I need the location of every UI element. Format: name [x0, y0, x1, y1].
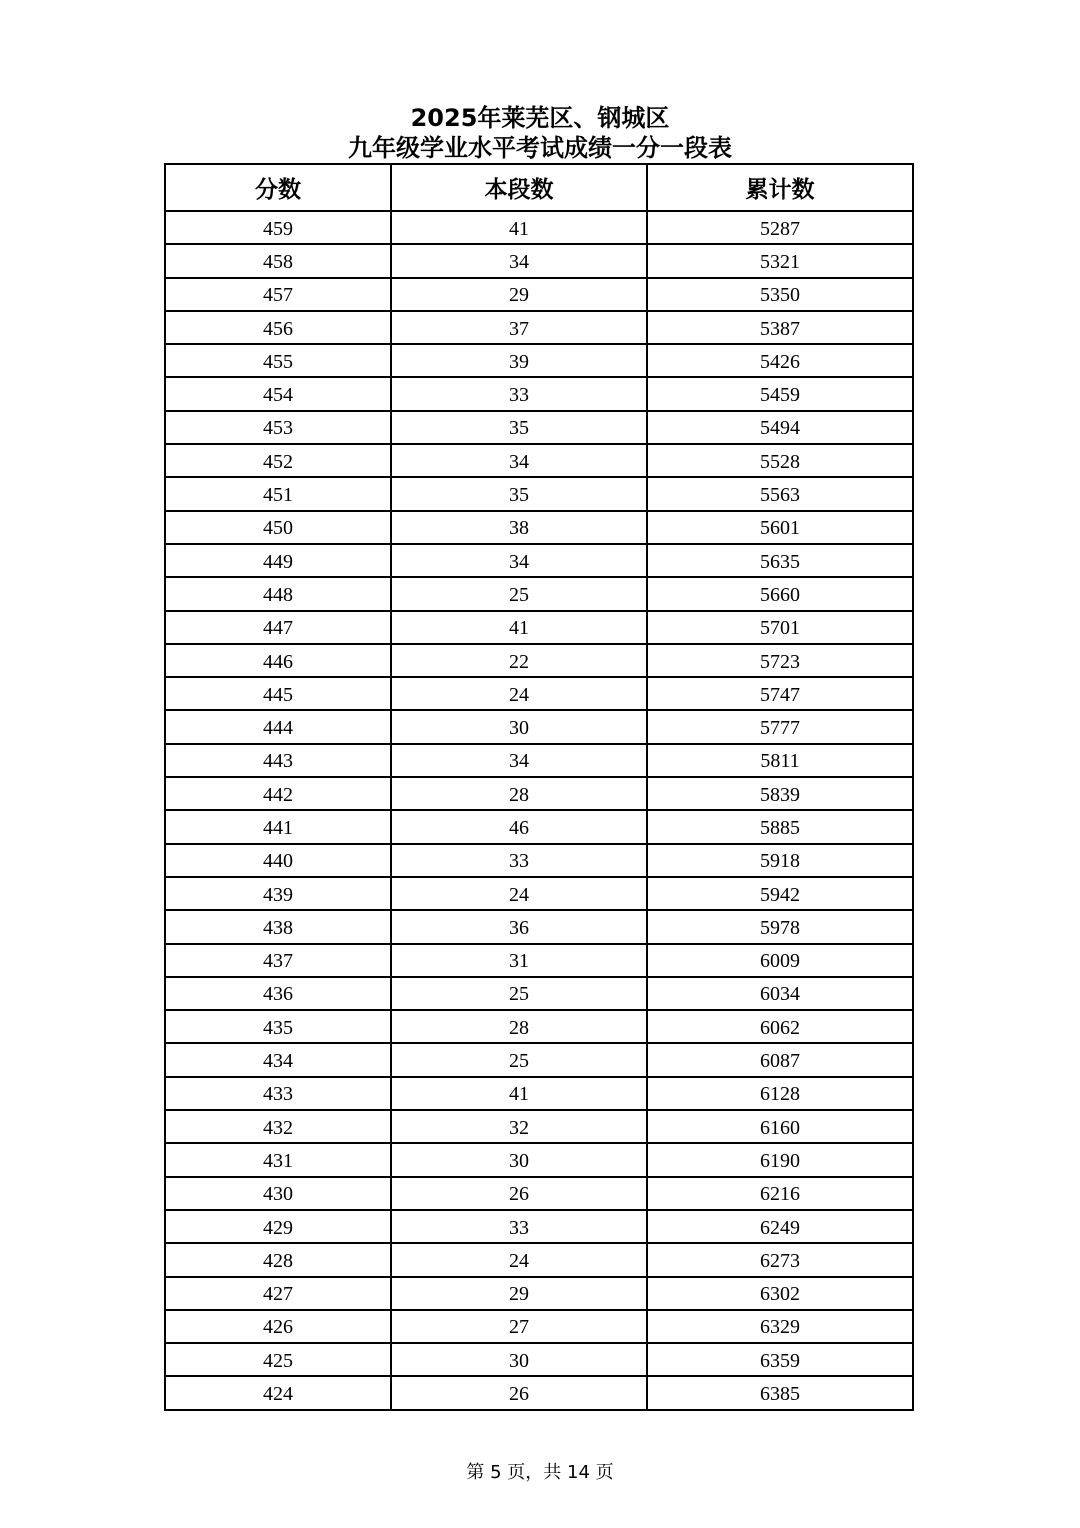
- cell-cumulative-count: 6128: [647, 1077, 913, 1110]
- table-row: [165, 944, 913, 977]
- cell-segment-count: 34: [391, 444, 647, 477]
- cell-cumulative-count: 5459: [647, 377, 913, 410]
- cell-segment-count: 32: [391, 1110, 647, 1143]
- table-row: [165, 377, 913, 410]
- table-row: [165, 344, 913, 377]
- cell-score: 454: [165, 377, 391, 410]
- cell-cumulative-count: 6034: [647, 977, 913, 1010]
- cell-cumulative-count: 5350: [647, 278, 913, 311]
- table-header-row: [165, 164, 913, 211]
- cell-segment-count: 46: [391, 810, 647, 843]
- column-header-score: 分数: [165, 164, 391, 211]
- cell-segment-count: 30: [391, 1343, 647, 1376]
- table-row: [165, 1210, 913, 1243]
- cell-segment-count: 34: [391, 244, 647, 277]
- score-distribution-table: [164, 163, 914, 1411]
- cell-segment-count: 29: [391, 1277, 647, 1310]
- cell-cumulative-count: 5723: [647, 644, 913, 677]
- cell-cumulative-count: 6249: [647, 1210, 913, 1243]
- cell-segment-count: 39: [391, 344, 647, 377]
- cell-segment-count: 34: [391, 544, 647, 577]
- cell-segment-count: 41: [391, 611, 647, 644]
- table-row: [165, 477, 913, 510]
- cell-cumulative-count: 6062: [647, 1010, 913, 1043]
- table-body: [165, 211, 913, 1410]
- table-row: [165, 1177, 913, 1210]
- table-row: [165, 577, 913, 610]
- cell-score: 452: [165, 444, 391, 477]
- cell-cumulative-count: 5811: [647, 744, 913, 777]
- cell-segment-count: 35: [391, 477, 647, 510]
- cell-cumulative-count: 6160: [647, 1110, 913, 1143]
- cell-segment-count: 27: [391, 1310, 647, 1343]
- cell-cumulative-count: 5701: [647, 611, 913, 644]
- table-row: [165, 1010, 913, 1043]
- cell-segment-count: 25: [391, 577, 647, 610]
- cell-cumulative-count: 6190: [647, 1143, 913, 1176]
- table-row: [165, 1343, 913, 1376]
- cell-cumulative-count: 5839: [647, 777, 913, 810]
- cell-cumulative-count: 6385: [647, 1376, 913, 1409]
- cell-score: 456: [165, 311, 391, 344]
- table-row: [165, 211, 913, 244]
- table-row: [165, 1277, 913, 1310]
- table-row: [165, 1143, 913, 1176]
- cell-segment-count: 22: [391, 644, 647, 677]
- cell-score: 444: [165, 710, 391, 743]
- cell-cumulative-count: 5978: [647, 910, 913, 943]
- cell-cumulative-count: 5601: [647, 511, 913, 544]
- cell-segment-count: 29: [391, 278, 647, 311]
- table-row: [165, 411, 913, 444]
- cell-score: 431: [165, 1143, 391, 1176]
- cell-cumulative-count: 5563: [647, 477, 913, 510]
- document-title-line-2: 九年级学业水平考试成绩一分一段表: [348, 134, 732, 162]
- cell-cumulative-count: 5885: [647, 810, 913, 843]
- cell-score: 457: [165, 278, 391, 311]
- cell-segment-count: 38: [391, 511, 647, 544]
- cell-score: 432: [165, 1110, 391, 1143]
- table-row: [165, 1376, 913, 1409]
- cell-cumulative-count: 5942: [647, 877, 913, 910]
- table-row: [165, 810, 913, 843]
- cell-cumulative-count: 5287: [647, 211, 913, 244]
- cell-score: 428: [165, 1243, 391, 1276]
- cell-cumulative-count: 5528: [647, 444, 913, 477]
- cell-score: 439: [165, 877, 391, 910]
- cell-cumulative-count: 6359: [647, 1343, 913, 1376]
- cell-cumulative-count: 6087: [647, 1043, 913, 1076]
- cell-score: 448: [165, 577, 391, 610]
- cell-segment-count: 24: [391, 877, 647, 910]
- cell-segment-count: 31: [391, 944, 647, 977]
- table-row: [165, 278, 913, 311]
- cell-score: 424: [165, 1376, 391, 1409]
- cell-score: 459: [165, 211, 391, 244]
- cell-segment-count: 33: [391, 1210, 647, 1243]
- cell-score: 441: [165, 810, 391, 843]
- table-row: [165, 910, 913, 943]
- table-row: [165, 1243, 913, 1276]
- cell-cumulative-count: 5660: [647, 577, 913, 610]
- table-row: [165, 744, 913, 777]
- cell-segment-count: 26: [391, 1177, 647, 1210]
- cell-score: 447: [165, 611, 391, 644]
- cell-segment-count: 41: [391, 211, 647, 244]
- cell-segment-count: 30: [391, 710, 647, 743]
- cell-score: 434: [165, 1043, 391, 1076]
- table-row: [165, 311, 913, 344]
- cell-segment-count: 36: [391, 910, 647, 943]
- cell-cumulative-count: 5321: [647, 244, 913, 277]
- page-number: 第 5 页，共 14 页: [466, 1462, 614, 1483]
- cell-score: 450: [165, 511, 391, 544]
- cell-score: 425: [165, 1343, 391, 1376]
- table-row: [165, 844, 913, 877]
- cell-cumulative-count: 5387: [647, 311, 913, 344]
- cell-segment-count: 28: [391, 1010, 647, 1043]
- cell-segment-count: 25: [391, 1043, 647, 1076]
- cell-score: 453: [165, 411, 391, 444]
- cell-score: 438: [165, 910, 391, 943]
- cell-score: 443: [165, 744, 391, 777]
- cell-score: 449: [165, 544, 391, 577]
- cell-cumulative-count: 6329: [647, 1310, 913, 1343]
- cell-segment-count: 33: [391, 844, 647, 877]
- document-title-line-1: 2025年莱芜区、钢城区: [410, 104, 670, 132]
- cell-score: 427: [165, 1277, 391, 1310]
- cell-cumulative-count: 5918: [647, 844, 913, 877]
- table-row: [165, 1110, 913, 1143]
- cell-segment-count: 33: [391, 377, 647, 410]
- cell-segment-count: 25: [391, 977, 647, 1010]
- cell-cumulative-count: 6216: [647, 1177, 913, 1210]
- cell-segment-count: 34: [391, 744, 647, 777]
- cell-score: 442: [165, 777, 391, 810]
- cell-score: 455: [165, 344, 391, 377]
- cell-score: 429: [165, 1210, 391, 1243]
- cell-score: 436: [165, 977, 391, 1010]
- cell-cumulative-count: 5494: [647, 411, 913, 444]
- cell-score: 435: [165, 1010, 391, 1043]
- cell-score: 437: [165, 944, 391, 977]
- cell-cumulative-count: 5747: [647, 677, 913, 710]
- table-row: [165, 1077, 913, 1110]
- cell-segment-count: 35: [391, 411, 647, 444]
- table-row: [165, 444, 913, 477]
- table-row: [165, 244, 913, 277]
- cell-score: 433: [165, 1077, 391, 1110]
- table-row: [165, 877, 913, 910]
- table-row: [165, 777, 913, 810]
- cell-cumulative-count: 6302: [647, 1277, 913, 1310]
- table-row: [165, 977, 913, 1010]
- cell-segment-count: 24: [391, 1243, 647, 1276]
- cell-cumulative-count: 5635: [647, 544, 913, 577]
- cell-cumulative-count: 6273: [647, 1243, 913, 1276]
- table-row: [165, 1043, 913, 1076]
- cell-score: 458: [165, 244, 391, 277]
- cell-score: 451: [165, 477, 391, 510]
- cell-score: 426: [165, 1310, 391, 1343]
- cell-score: 430: [165, 1177, 391, 1210]
- column-header-cumulative-count: 累计数: [647, 164, 913, 211]
- cell-segment-count: 28: [391, 777, 647, 810]
- table-row: [165, 644, 913, 677]
- table-row: [165, 710, 913, 743]
- cell-segment-count: 24: [391, 677, 647, 710]
- cell-segment-count: 30: [391, 1143, 647, 1176]
- column-header-segment-count: 本段数: [391, 164, 647, 211]
- cell-score: 446: [165, 644, 391, 677]
- table-row: [165, 544, 913, 577]
- cell-segment-count: 41: [391, 1077, 647, 1110]
- table-row: [165, 511, 913, 544]
- cell-cumulative-count: 5426: [647, 344, 913, 377]
- cell-segment-count: 37: [391, 311, 647, 344]
- cell-cumulative-count: 5777: [647, 710, 913, 743]
- cell-cumulative-count: 6009: [647, 944, 913, 977]
- cell-score: 440: [165, 844, 391, 877]
- table-row: [165, 1310, 913, 1343]
- cell-score: 445: [165, 677, 391, 710]
- table-row: [165, 677, 913, 710]
- cell-segment-count: 26: [391, 1376, 647, 1409]
- table-row: [165, 611, 913, 644]
